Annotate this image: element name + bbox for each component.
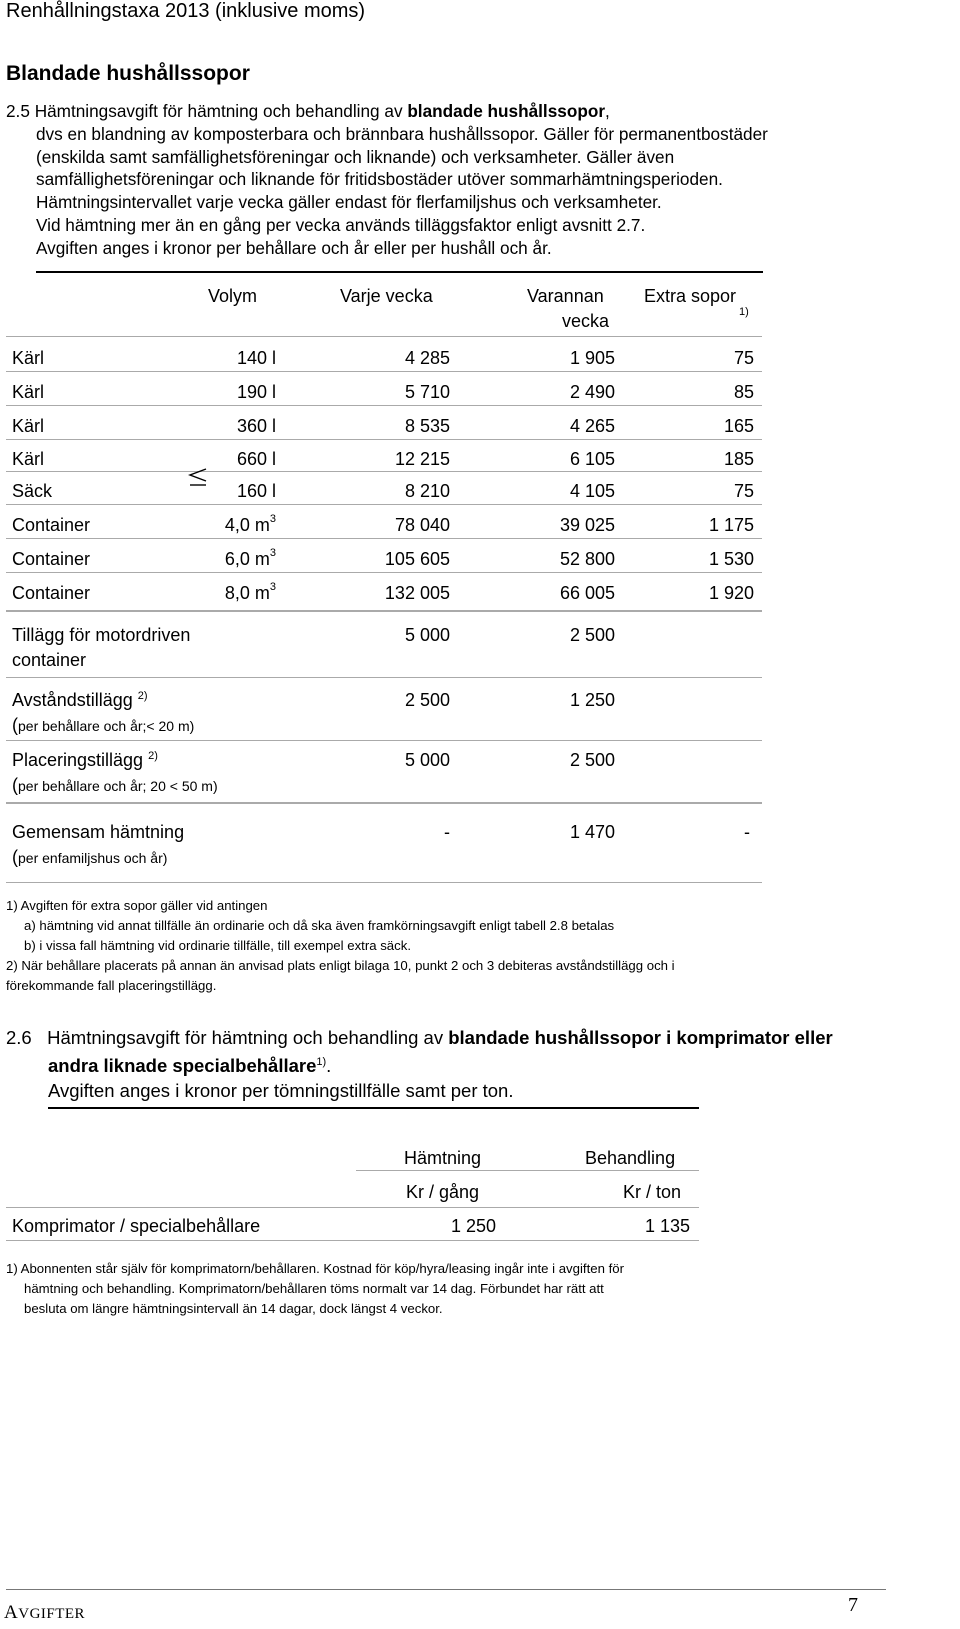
row-volym-value: 140 l (236, 348, 276, 368)
row-extra-sopor: 75 (733, 481, 754, 501)
intro-line: Vid hämtning mer än en gång per vecka används tilläggsfaktor enligt avsnitt 2.7. (36, 214, 646, 235)
header-vecka: vecka (562, 311, 610, 331)
row-volym-exponent: 3 (269, 547, 276, 559)
row-extra-sopor: 165 (723, 416, 754, 436)
page-number: 7 (848, 1594, 858, 1616)
row-rule (6, 504, 762, 505)
row-rule (6, 371, 762, 372)
section-2-6-text: 2.6 Hämtningsavgift för hämtning och behandling av blandade hushållssopor i komprimator eller andra liknade specialbehållare$^{1)}$. Avgiften anges i kronor per tömningstillfälle samt per ton. (6, 1027, 833, 1102)
row-volym (150, 416, 276, 437)
intro-line: samfällighetsföreningar och liknande för fritidsbostäder utöver sommarhämtningsperioden. (36, 169, 723, 190)
row-extra-sopor: 1 530 (708, 549, 754, 569)
motordriven-varannan: 2 500 (569, 625, 615, 645)
row-varje-vecka: 12 215 (394, 449, 450, 469)
row-volym-value: 660 l (236, 449, 276, 469)
section-number: 2.5 (6, 101, 30, 121)
row-name: Kärl (12, 416, 45, 436)
row-rule (6, 802, 762, 804)
header-volym: Volym (208, 286, 258, 306)
unit-kr-gang: Kr / gång (406, 1182, 480, 1202)
row-varannan-vecka: 1 905 (569, 348, 615, 368)
row-rule (6, 610, 762, 612)
row-varje-vecka: 132 005 (384, 583, 450, 603)
less-than-or-equal-icon (187, 467, 209, 487)
row-name: Kärl (12, 449, 45, 469)
intro-line: 2.5 Hämtningsavgift för hämtning och behandling av blandade hushållssopor, (6, 101, 610, 121)
table-top-rule (36, 271, 763, 273)
section-number: 2.6 (6, 1027, 32, 1048)
header-extra-note: 1) (739, 306, 749, 318)
row-extra-sopor: 85 (733, 382, 754, 402)
row-varannan-vecka: 6 105 (569, 449, 615, 469)
intro-line: Avgiften anges i kronor per behållare och år eller per hushåll och år. (36, 237, 552, 258)
gemensam-label: Gemensam hämtning (12, 822, 185, 842)
footnote: 1) Abonnenten står själv för komprimatorn/behållaren. Kostnad för köp/hyra/leasing ingår inte i avgiften för (6, 1261, 624, 1276)
row-extra-sopor: 1 175 (708, 515, 754, 535)
row-name: Container (12, 515, 91, 535)
footnote: 1) Avgiften för extra sopor gäller vid antingen (6, 898, 268, 913)
row-varje-vecka: 5 710 (404, 382, 450, 402)
row-rule (6, 471, 762, 472)
avstand-varje: 2 500 (404, 690, 450, 710)
header-rule (6, 336, 762, 337)
table2-top-rule (48, 1107, 699, 1109)
placering-label-2: (per behållare och år; 20 < 50 m) (12, 775, 218, 795)
gemensam-label-2: (per enfamiljshus och år) (12, 847, 168, 867)
row-varannan-vecka: 2 490 (569, 382, 615, 402)
row-extra-sopor: 75 (733, 348, 754, 368)
row-rule (6, 677, 762, 678)
footnote: a) hämtning vid annat tillfälle än ordinarie och då ska även framkörningsavgift enligt tabell 2.8 betalas (24, 918, 615, 933)
section-2-5-text (6, 100, 768, 260)
header-varje-vecka: Varje vecka (340, 286, 433, 306)
unit-kr-ton: Kr / ton (623, 1182, 682, 1202)
footnote: förekommande fall placeringstillägg. (6, 978, 217, 993)
table2-unit-rule (6, 1207, 699, 1208)
header-extra-sopor: Extra sopor (644, 286, 737, 306)
motordriven-label-2: container (12, 650, 87, 670)
row-varannan-vecka: 52 800 (559, 549, 615, 569)
row-extra-sopor: 1 920 (708, 583, 754, 603)
row-varje-vecka: 8 210 (404, 481, 450, 501)
row-varannan-vecka: 39 025 (559, 515, 615, 535)
table2-bottom-rule (6, 1240, 699, 1241)
section-2-6-line-3: Avgiften anges i kronor per tömningstillfälle samt per ton. (48, 1080, 514, 1102)
row-name: Säck (12, 481, 53, 501)
komprimator-hamtning: 1 250 (450, 1216, 496, 1236)
row-volym-value: 360 l (236, 416, 276, 436)
row-name: Kärl (12, 382, 45, 402)
row-extra-sopor: 185 (723, 449, 754, 469)
intro-line: (enskilda samt samfällighetsföreningar och liknande) och verksamheter. Gäller även (36, 146, 675, 167)
gemensam-extra: - (744, 822, 750, 842)
row-volym (150, 515, 276, 536)
footnote: besluta om längre hämtningsintervall än 14 dagar, dock längst 4 veckor. (24, 1301, 443, 1316)
row-name: Kärl (12, 348, 45, 368)
row-volym (150, 348, 276, 369)
row-volym (150, 549, 276, 570)
row-volym-value: 160 l (236, 481, 276, 501)
table-bottom-rule (6, 882, 762, 883)
row-varannan-vecka: 4 265 (569, 416, 615, 436)
header-varannan: Varannan (527, 286, 604, 306)
gemensam-varannan: 1 470 (569, 822, 615, 842)
row-volym-exponent: 3 (269, 581, 276, 593)
placering-label: Placeringstillägg $^{2)}$ (12, 750, 158, 770)
row-volym-value: 190 l (236, 382, 276, 402)
row-rule (6, 740, 762, 741)
motordriven-label: Tillägg för motordriven (12, 625, 191, 645)
komprimator-label: Komprimator / specialbehållare (12, 1216, 261, 1236)
gemensam-varje: - (444, 822, 450, 842)
row-name: Container (12, 549, 91, 569)
avstand-label: Avståndstillägg $^{2)}$ (12, 690, 148, 710)
placering-varje: 5 000 (404, 750, 450, 770)
row-volym (150, 449, 276, 470)
row-volym (150, 382, 276, 403)
row-volym (150, 481, 276, 502)
row-rule (6, 439, 762, 440)
section-heading: Blandade hushållssopor (6, 62, 250, 85)
row-varje-vecka: 78 040 (394, 515, 450, 535)
footnote: hämtning och behandling. Komprimatorn/behållaren töms normalt var 14 dag. Förbundet har rätt att (24, 1281, 604, 1296)
header-hamtning: Hämtning (404, 1148, 482, 1168)
footnote: 2) När behållare placerats på annan än anvisad plats enligt bilaga 10, punkt 2 och 3 debiteras avståndstillägg och i (6, 958, 675, 973)
row-rule (6, 538, 762, 539)
row-varannan-vecka: 4 105 (569, 481, 615, 501)
intro-line: dvs en blandning av komposterbara och brännbara hushållssopor. Gäller för permanentbostäder (36, 123, 768, 144)
row-varannan-vecka: 66 005 (559, 583, 615, 603)
row-rule (6, 572, 762, 573)
row-volym-value: 4,0 m (224, 515, 270, 535)
footer-label: AVGIFTER (4, 1602, 86, 1623)
section-2-6-line-2: andra liknade specialbehållare$^{1)}$. (48, 1055, 332, 1077)
row-rule (6, 405, 762, 406)
row-name: Container (12, 583, 91, 603)
row-volym-value: 6,0 m (224, 549, 270, 569)
motordriven-varje: 5 000 (404, 625, 450, 645)
footer-rule (6, 1589, 886, 1590)
row-varje-vecka: 8 535 (404, 416, 450, 436)
intro-line: Hämtningsintervallet varje vecka gäller endast för flerfamiljshus och verksamheter. (36, 192, 662, 213)
footnote: b) i vissa fall hämtning vid ordinarie tillfälle, till exempel extra säck. (24, 938, 411, 953)
row-volym (150, 583, 276, 604)
row-volym-value: 8,0 m (224, 583, 270, 603)
avstand-varannan: 1 250 (569, 690, 615, 710)
page-title: Renhållningstaxa 2013 (inklusive moms) (6, 0, 366, 22)
table2-header-rule (356, 1170, 699, 1171)
komprimator-behandling: 1 135 (644, 1216, 690, 1236)
row-varje-vecka: 105 605 (384, 549, 450, 569)
row-volym-exponent: 3 (269, 513, 276, 525)
row-varje-vecka: 4 285 (404, 348, 450, 368)
placering-varannan: 2 500 (569, 750, 615, 770)
avstand-label-2: (per behållare och år;< 20 m) (12, 715, 195, 735)
header-behandling: Behandling (585, 1148, 676, 1168)
